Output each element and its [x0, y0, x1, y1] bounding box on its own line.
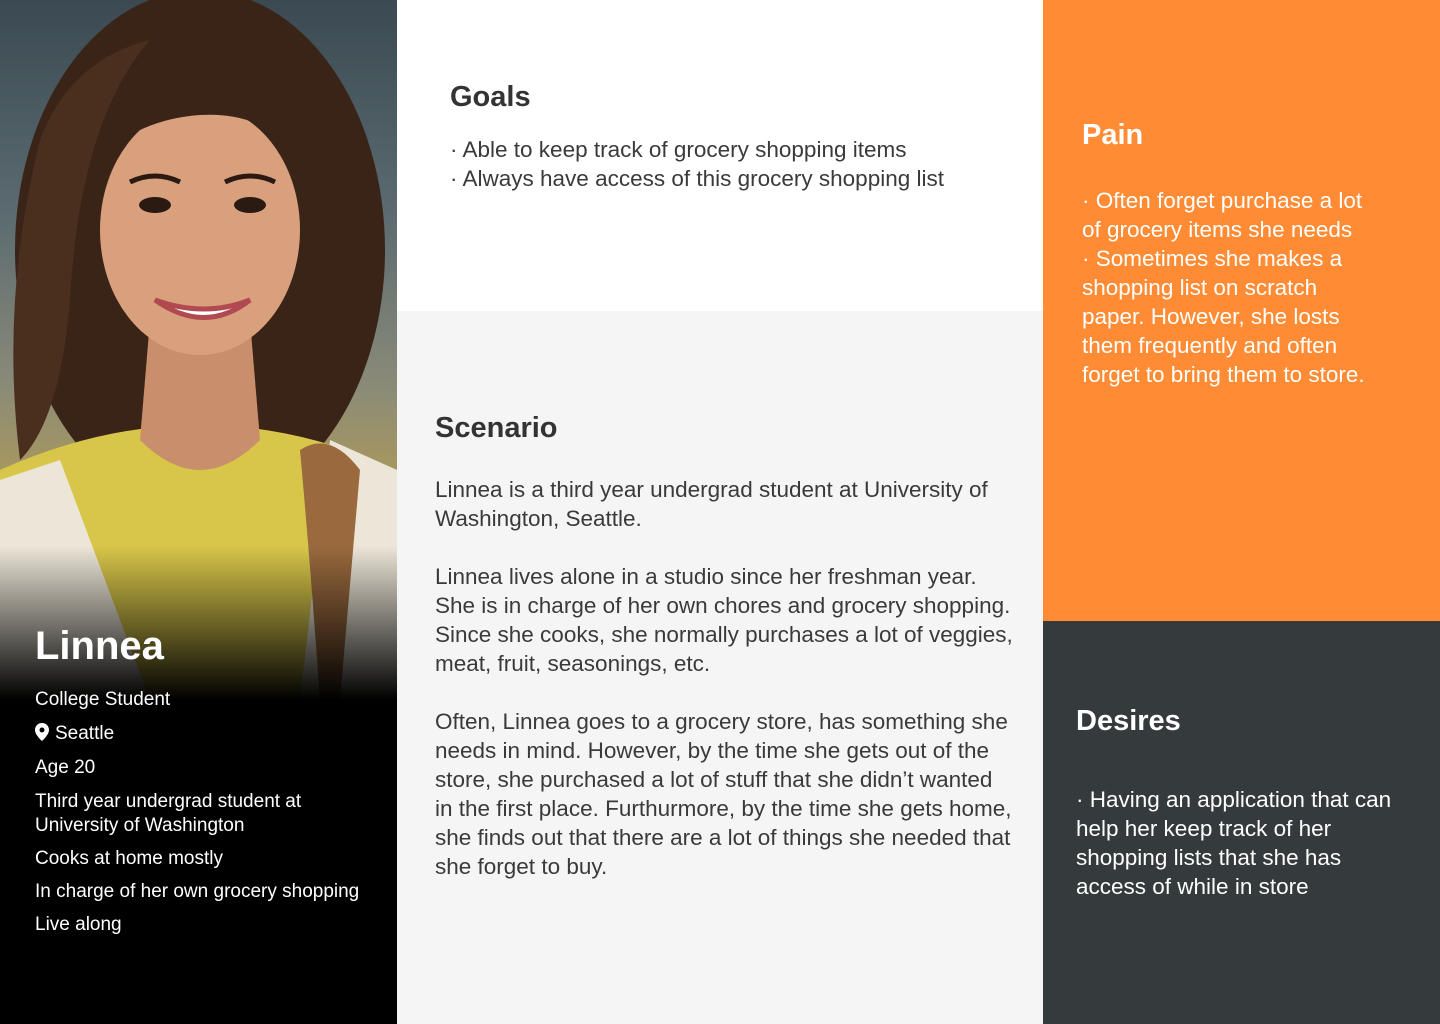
persona-detail-item: Third year undergrad student at University of Washington: [35, 791, 302, 836]
pain-item: · Sometimes she makes a shopping list on scratch paper. However, she losts them frequently and often forget to bring them to store.: [1082, 246, 1365, 387]
persona-panel: [0, 0, 397, 1024]
persona-age: Age 20: [35, 757, 96, 778]
scenario-title: Scenario: [435, 412, 558, 444]
pain-title: Pain: [1082, 119, 1144, 151]
goals-list: [450, 135, 950, 193]
persona-details: [35, 688, 365, 946]
pain-item: · Often forget purchase a lot of grocery items she needs: [1082, 188, 1363, 242]
goals-section: [397, 0, 1043, 311]
goals-title: Goals: [450, 81, 531, 113]
pain-list: [1082, 186, 1372, 389]
persona-portrait-illustration: [0, 0, 397, 700]
goal-item: · Always have access of this grocery shopping list: [450, 166, 944, 191]
persona-occupation: College Student: [35, 689, 171, 710]
desire-item: · Having an application that can help her keep track of her shopping lists that she has access of while in store: [1076, 787, 1392, 899]
desires-title: Desires: [1076, 705, 1181, 737]
persona-photo: [0, 0, 397, 700]
scenario-paragraph: Often, Linnea goes to a grocery store, has something she needs in mind. However, by the time she gets out of the store, she purchased a lot of stuff that she didn’t wanted in the first place. Furthurmore, by the time she gets home, she finds out that there are a lot of things she needed that she forget to buy.: [435, 709, 1012, 879]
pain-section: [1043, 0, 1440, 621]
persona-detail-item: In charge of her own grocery shopping: [35, 881, 360, 902]
map-pin-icon: [35, 723, 49, 741]
persona-name: Linnea: [35, 624, 164, 668]
persona-detail-item: Cooks at home mostly: [35, 848, 223, 869]
scenario-section: [397, 311, 1043, 1024]
scenario-paragraph: Linnea lives alone in a studio since her freshman year. She is in charge of her own chores and grocery shopping. Since she cooks, she normally purchases a lot of veggies, meat, fruit, seasonings, etc.: [435, 564, 1013, 676]
persona-location-label: Seattle: [55, 723, 115, 744]
desires-section: [1043, 621, 1440, 1024]
desires-list: [1076, 785, 1406, 901]
goal-item: · Able to keep track of grocery shopping items: [450, 137, 907, 162]
persona-location: [35, 722, 365, 746]
scenario-paragraph: Linnea is a third year undergrad student at University of Washington, Seattle.: [435, 477, 988, 531]
scenario-text: [435, 475, 1015, 910]
persona-detail-item: Live along: [35, 914, 122, 935]
